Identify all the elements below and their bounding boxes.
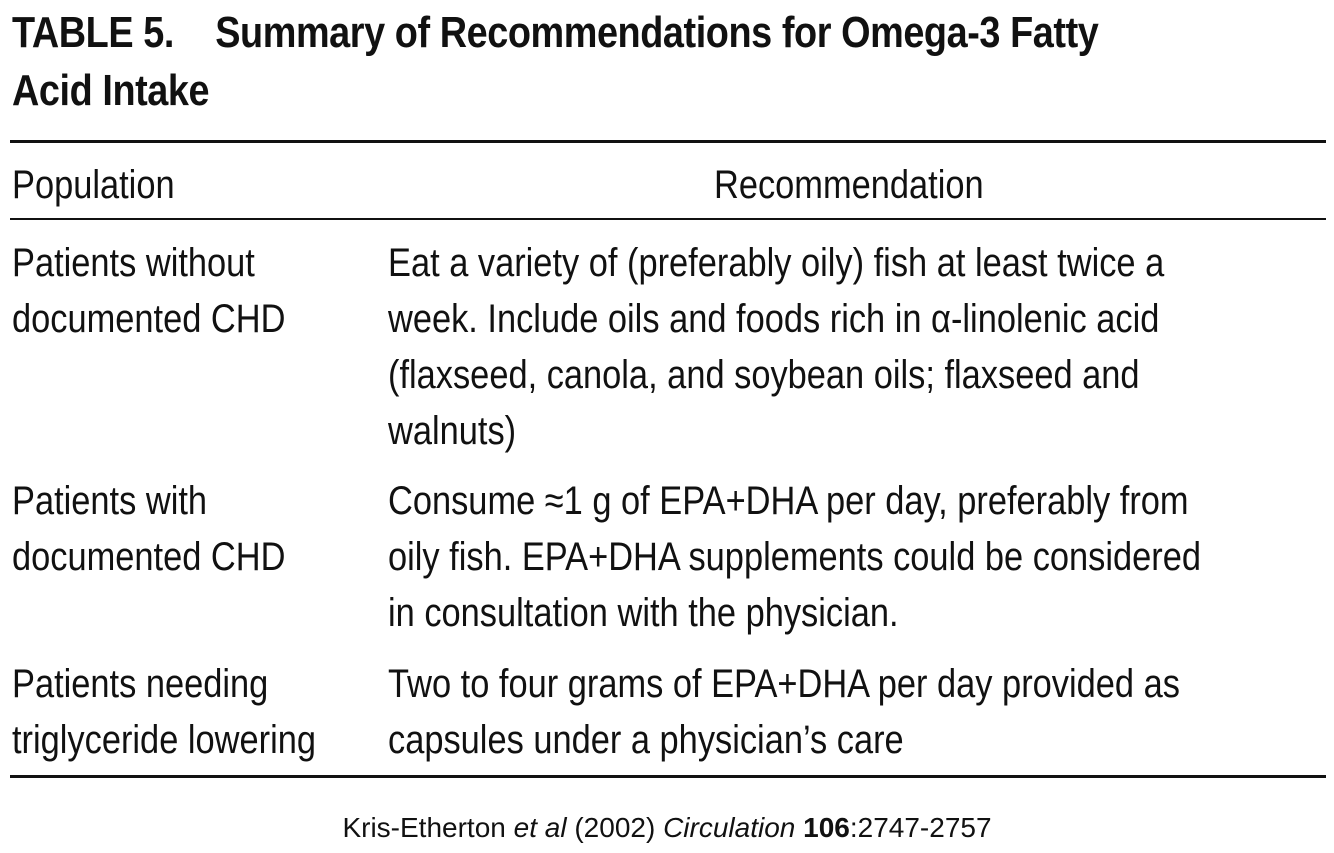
row-1-population-line: documented CHD bbox=[12, 297, 286, 341]
citation-authors: Kris-Etherton bbox=[342, 812, 506, 843]
table-top-rule bbox=[10, 140, 1326, 143]
row-3-recommendation-line: Two to four grams of EPA+DHA per day provided as bbox=[388, 662, 1180, 706]
row-2-recommendation bbox=[388, 473, 1201, 641]
header-population: Population bbox=[12, 163, 175, 207]
row-1-population-line: Patients without bbox=[12, 241, 255, 285]
citation-etal: et al bbox=[513, 812, 567, 843]
row-1-recommendation-line: walnuts) bbox=[388, 409, 517, 453]
row-3-population-line: Patients needing bbox=[12, 662, 269, 706]
row-2-population bbox=[12, 473, 285, 585]
citation-volume: 106 bbox=[803, 812, 850, 843]
row-1-recommendation-line: week. Include oils and foods rich in α-linolenic acid bbox=[388, 297, 1160, 341]
citation-year: (2002) bbox=[574, 812, 656, 843]
row-3-population bbox=[12, 656, 316, 768]
row-2-population-line: Patients with bbox=[12, 479, 208, 523]
row-1-recommendation-line: (flaxseed, canola, and soybean oils; flaxseed and bbox=[388, 353, 1140, 397]
table-title-line-1: Summary of Recommendations for Omega-3 Fatty bbox=[215, 8, 1099, 57]
row-1-recommendation-line: Eat a variety of (preferably oily) fish at least twice a bbox=[388, 241, 1165, 285]
table-bottom-rule bbox=[10, 775, 1326, 778]
table-title-label: TABLE 5. bbox=[12, 8, 174, 57]
row-3-recommendation bbox=[388, 656, 1180, 768]
row-3-population-line: triglyceride lowering bbox=[12, 718, 316, 762]
row-2-population-line: documented CHD bbox=[12, 535, 286, 579]
row-3-recommendation-line: capsules under a physician’s care bbox=[388, 718, 904, 762]
row-1-recommendation bbox=[388, 235, 1164, 459]
citation-pages: :2747-2757 bbox=[849, 812, 992, 843]
citation bbox=[0, 808, 1334, 848]
row-2-recommendation-line: oily fish. EPA+DHA supplements could be considered bbox=[388, 535, 1201, 579]
table-title bbox=[12, 4, 1130, 120]
citation-journal: Circulation bbox=[663, 812, 796, 843]
header-recommendation: Recommendation bbox=[714, 163, 984, 207]
row-2-recommendation-line: Consume ≈1 g of EPA+DHA per day, preferably from bbox=[388, 479, 1189, 523]
row-1-population bbox=[12, 235, 285, 347]
table-title-line-2: Acid Intake bbox=[12, 66, 210, 115]
row-2-recommendation-line: in consultation with the physician. bbox=[388, 591, 899, 635]
table-header-rule bbox=[10, 218, 1326, 220]
